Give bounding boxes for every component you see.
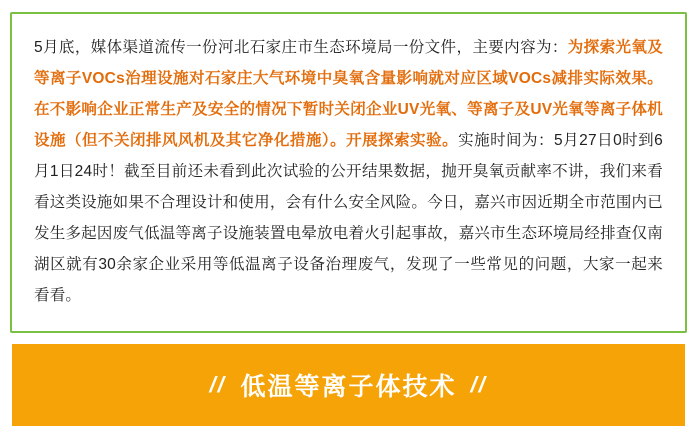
left-slash-icon: // [207, 372, 230, 397]
section-banner [12, 344, 685, 426]
paragraph-highlighted-text: 为探索光氧及等离子VOCs治理设施对石家庄大气环境中臭氧含量影响就对应区域VOCs减排实际效果。在不影响企业正常生产及安全的情况下暂时关闭企业UV光氧、等离子及UV光氧等离子体机设施（但不关闭排风风机及其它净化措施）。开展探索实验。 [34, 39, 663, 149]
paragraph-lead-text: 5月底，媒体渠道流传一份河北石家庄市生态环境局一份文件，主要内容为： [34, 39, 568, 56]
banner-content [207, 367, 490, 403]
article-card [10, 12, 687, 333]
paragraph-tail-text: 实施时间为：5月27日0时到6月1日24时！截至目前还未看到此次试验的公开结果数据，抛开臭氧贡献率不讲，我们来看看这类设施如果不合理设计和使用，会有什么安全风险。今日，嘉兴市因近期全市范围内已发生多起因废气低温等离子设施装置电晕放电着火引起事故，嘉兴市生态环境局经排查仅南湖区就有30余家企业采用等低温离子设备治理废气，发现了一些常见的问题，大家一起来看看。 [34, 132, 663, 304]
right-slash-icon: // [467, 372, 490, 397]
article-paragraph [34, 32, 663, 311]
banner-title: 低温等离子体技术 [240, 373, 457, 401]
